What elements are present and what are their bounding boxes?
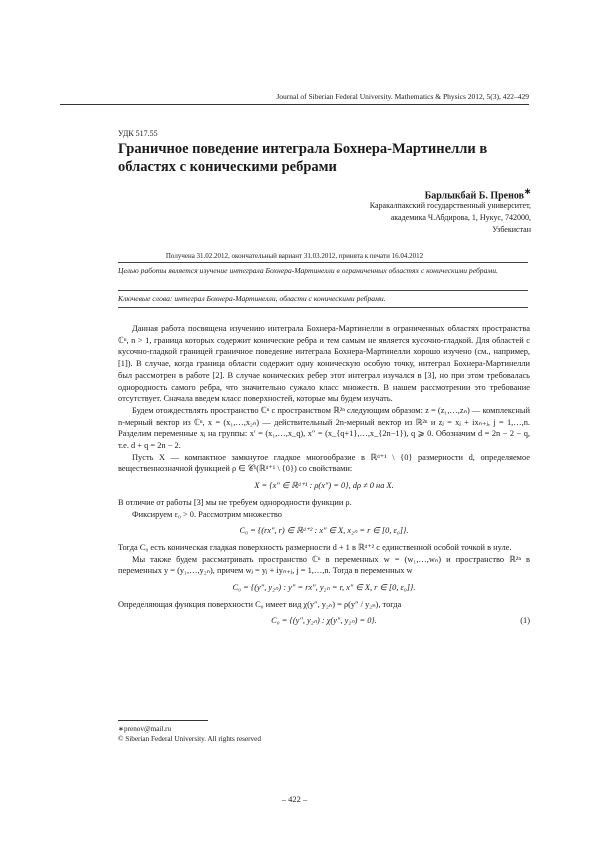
affiliation-line: Узбекистан (492, 225, 531, 234)
udc-code: УДК 517.55 (118, 129, 158, 138)
paragraph: В отличие от работы [3] мы не требуем однородности функции ρ. (118, 497, 352, 507)
running-head: Journal of Siberian Federal University. Mathematics & Physics 2012, 5(3), 422–429 (276, 92, 529, 101)
abstract-mid-rule (118, 290, 528, 291)
affiliation-line: Каракалпакский государственный университет, (369, 201, 531, 210)
paragraph: Определяющая функция поверхности C₀ имеет вид χ(y″, y₂ₙ) = ρ(y″ / y₂ₙ), тогда (118, 599, 402, 609)
affiliation-line: академика Ч.Абдирова, 1, Нукус, 742000, (390, 213, 531, 222)
footnote-rule (118, 720, 208, 721)
paragraph: Фиксируем ε₀ > 0. Рассмотрим множество (132, 509, 282, 519)
equation-text: C₀ = {(y″, y₂ₙ) : χ(y″, y₂ₙ) = 0}. (271, 616, 377, 626)
article-body (118, 323, 530, 632)
equation-number: (1) (520, 616, 530, 626)
paragraph: Пусть X — компактное замкнутое гладкое многообразие в ℝᵈ⁺¹ \ {0} размерности d, определяемое вещественнозначной функцией ρ ∈ 𝒞¹(ℝᵈ⁺¹ \ {0}) со свойствами: (118, 452, 530, 474)
footnote-email[interactable]: ∗prenov@mail.ru (118, 725, 172, 733)
author-name-text: Барлыкбай Б. Пренов (424, 190, 525, 202)
equation: X = {x″ ∈ ℝᵈ⁺¹ : ρ(x″) = 0}, dρ ≠ 0 на X. (254, 481, 394, 491)
affiliation (280, 200, 531, 236)
keywords: Ключевые слова: интеграл Бохнера-Мартинелли, области с коническими ребрами. (118, 294, 386, 303)
footnotes (118, 720, 530, 744)
footnote-copyright: © Siberian Federal University. All rights reserved (118, 735, 261, 743)
paragraph: Данная работа посвящена изучению интеграла Бохнера-Мартинелли в ограниченных областях пространства ℂⁿ, n > 1, граница которых содержит конические ребра и тем самым не является кусочно-гладкой. Для областей с кусочно-гладкой границей граничное поведение интеграла Бохнера-Мартинелли хорошо изучено (см., например, [1]). В случае, когда граница области содержит одну коническую особую точку, интеграл Бохнера-Мартинелли был рассмотрен в работе [2]. В случае конических ребер этот интеграл изучался в [3], но при этом требовалась однородность самого ребра, что значительно сужало класс множеств. В нашем рассмотрении это требование отсутствует. Сначала введем класс поверхностей, которые мы будем изучать. (118, 324, 530, 404)
paragraph: Мы также будем рассматривать пространство ℂⁿ в переменных w = (w₁,…,wₙ) и пространство ℝ²ⁿ в переменных y = (y₁,…,y₂ₙ), причем wⱼ = yⱼ + iyₙ₊ⱼ, j = 1,…,n. Тогда в переменных w (118, 554, 530, 576)
equation: C₀ = {(y″, y₂ₙ) : y″ = rx″, y₂ₙ = r, x″ ∈ X, r ∈ [0, ε₀]}. (232, 583, 416, 593)
paragraph: Будем отождествлять пространство ℂⁿ с пространством ℝ²ⁿ следующим образом: z = (z₁,…,zₙ) — комплексный n-мерный вектор из ℂⁿ, x = (x₁,…,x₂ₙ) — действительный 2n-мерный вектор из ℝ²ⁿ и zⱼ = xⱼ + ixₙ₊ⱼ, j = 1,…,n. Разделим переменные xⱼ на группы: x′ = (x₁,…,x_q), x″ = (x_{q+1},…,x_{2n−1}), q ⩾ 0. Обозначим d = 2n − 2 − q, т.е. d + q = 2n − 2. (118, 405, 530, 451)
author-footnote-mark: ∗ (524, 187, 531, 196)
equation: C₀ = {(rx″, r) ∈ ℝᵈ⁺² : x″ ∈ X, x₂ₙ = r ∈ [0, ε₀]}. (239, 526, 409, 536)
paragraph: Тогда C₀ есть коническая гладкая поверхность размерности d + 1 в ℝᵈ⁺² с единственной особой точкой в нуле. (118, 542, 512, 552)
received-dates: Получена 31.02.2012, окончательный вариант 31.03.2012, принята к печати 16.04.2012 (165, 252, 424, 260)
page-number: – 422 – (281, 794, 308, 804)
header-rule (60, 104, 529, 105)
abstract-bottom-rule (118, 307, 528, 308)
article-title: Граничное поведение интеграла Бохнера-Мартинелли в областях с коническими ребрами (118, 141, 488, 175)
equation-numbered (118, 615, 530, 627)
abstract: Целью работы является изучение интеграла Бохнера-Мартинелли в ограниченных областях с коническими ребрами. (118, 266, 498, 275)
abstract-top-rule (118, 262, 528, 263)
